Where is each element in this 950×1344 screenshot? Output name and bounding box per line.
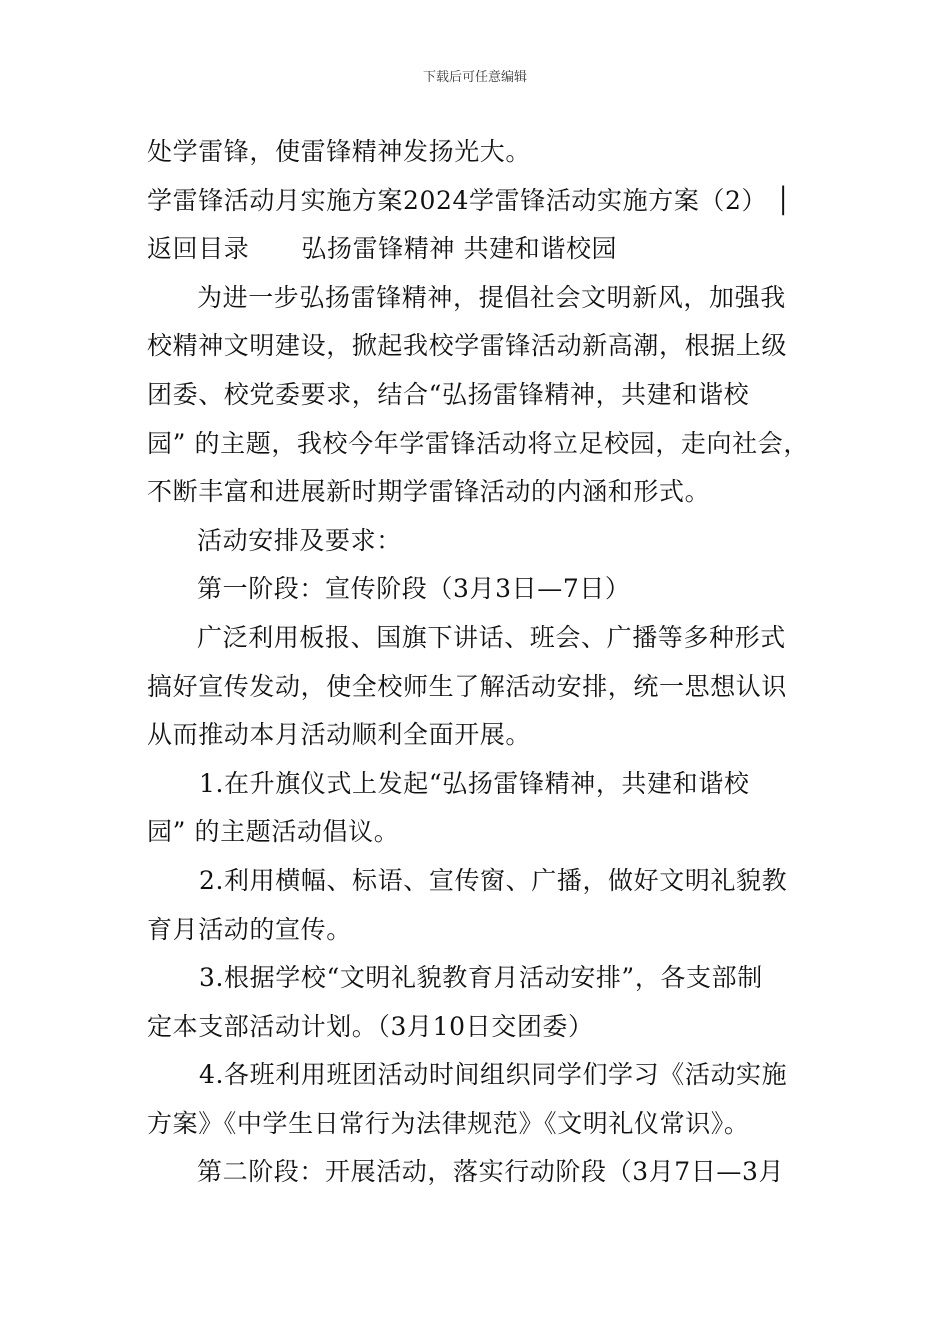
text-line: 第二阶段：开展活动，落实行动阶段（3月7日—3月 xyxy=(197,1157,785,1187)
text-line: 3.根据学校“文明礼貌教育月活动安排”，各支部制 xyxy=(199,963,763,993)
text-line: 搞好宣传发动，使全校师生了解活动安排，统一思想认识 xyxy=(147,671,788,701)
text-line: 1.在升旗仪式上发起“弘扬雷锋精神，共建和谐校 xyxy=(199,768,750,798)
text-line: 广泛利用板报、国旗下讲话、班会、广播等多种形式 xyxy=(197,622,786,652)
document-body xyxy=(147,128,837,1197)
text-line: 不断丰富和进展新时期学雷锋活动的内涵和形式。 xyxy=(147,477,711,507)
text-line: 学雷锋活动月实施方案2024学雷锋活动实施方案（2） │ xyxy=(147,185,792,215)
back-to-toc-link[interactable]: 返回目录 xyxy=(147,234,250,264)
text-line: 团委、校党委要求，结合“弘扬雷锋精神，共建和谐校 xyxy=(147,379,750,409)
text-line: 活动安排及要求： xyxy=(197,525,402,555)
text-line xyxy=(147,225,837,274)
text-line: 校精神文明建设，掀起我校学雷锋活动新高潮，根据上级 xyxy=(147,331,788,361)
text-line: 为进一步弘扬雷锋精神，提倡社会文明新风，加强我 xyxy=(197,282,786,312)
text-line: 园” 的主题活动倡议。 xyxy=(147,817,400,847)
section-title: 弘扬雷锋精神 共建和谐校园 xyxy=(301,234,618,264)
text-line: 园” 的主题，我校今年学雷锋活动将立足校园，走向社会， xyxy=(147,428,809,458)
text-line: 2.利用横幅、标语、宣传窗、广播，做好文明礼貌教 xyxy=(199,865,788,895)
text-line: 4.各班利用班团活动时间组织同学们学习《活动实施 xyxy=(199,1060,788,1090)
text-line: 从而推动本月活动顺利全面开展。 xyxy=(147,720,532,750)
text-line: 定本支部活动计划。（3月10日交团委） xyxy=(147,1011,594,1041)
text-line: 育月活动的宣传。 xyxy=(147,914,352,944)
page-header: 下载后可任意编辑 xyxy=(422,70,527,85)
text-line: 第一阶段：宣传阶段（3月3日—7日） xyxy=(197,574,631,604)
text-line: 方案》《中学生日常行为法律规范》《文明礼仪常识》。 xyxy=(147,1108,750,1138)
text-line: 处学雷锋，使雷锋精神发扬光大。 xyxy=(147,137,532,166)
